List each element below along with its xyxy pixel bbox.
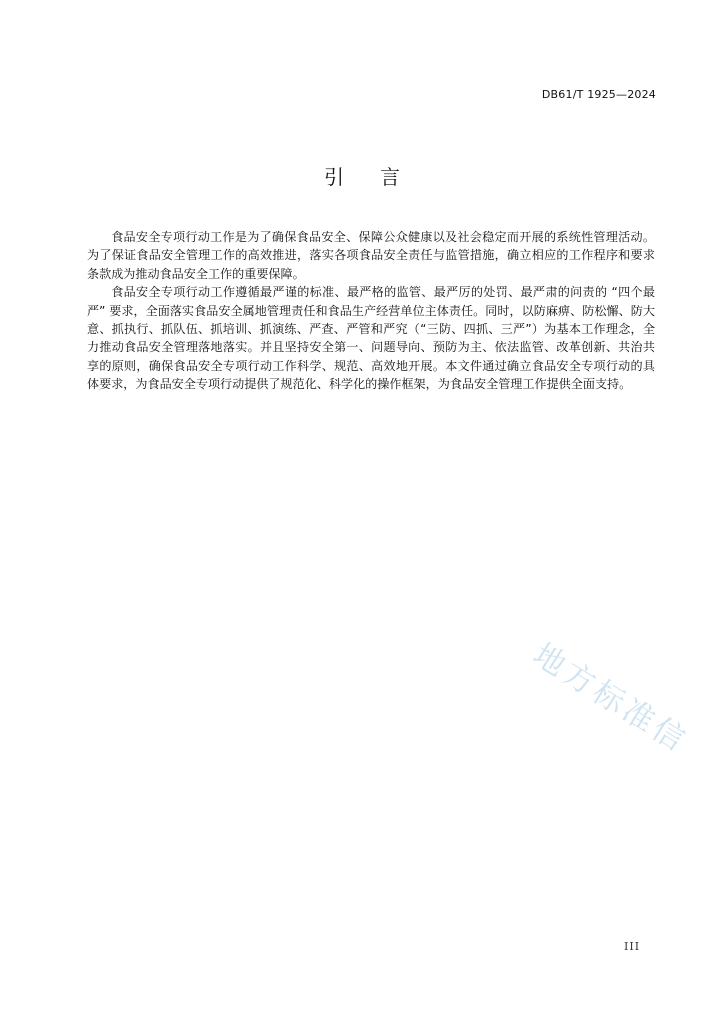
page-title: 引言 xyxy=(324,165,436,189)
document-body xyxy=(87,228,655,394)
paragraph-1: 食品安全专项行动工作是为了确保食品安全、保障公众健康以及社会稳定而开展的系统性管理活动。为了保证食品安全管理工作的高效推进，落实各项食品安全责任与监管措施，确立相应的工作程序和要求条款成为推动食品安全工作的重要保障。 xyxy=(87,230,655,281)
page-number: III xyxy=(624,940,641,953)
paragraph-2: 食品安全专项行动工作遵循最严谨的标准、最严格的监管、最严厉的处罚、最严肃的问责的 “四个最严” 要求，全面落实食品安全属地管理责任和食品生产经营单位主体责任。同时，以防麻痹、防松懈、防大意、抓执行、抓队伍、抓培训、抓演练、严查、严管和严究（“三防、四抓、三严”）为基本工作理念，全力推动食品安全管理落地落实。并且坚持安全第一、问题导向、预防为主、依法监管、改革创新、共治共享的原则，确保食品安全专项行动工作科学、规范、高效地开展。本文件通过确立食品安全专项行动的具体要求，为食品安全专项行动提供了规范化、科学化的操作框架，为食品安全管理工作提供全面支持。 xyxy=(87,285,655,392)
watermark-text: 地方标准信 xyxy=(526,636,695,761)
document-code: DB61/T 1925—2024 xyxy=(541,88,656,101)
